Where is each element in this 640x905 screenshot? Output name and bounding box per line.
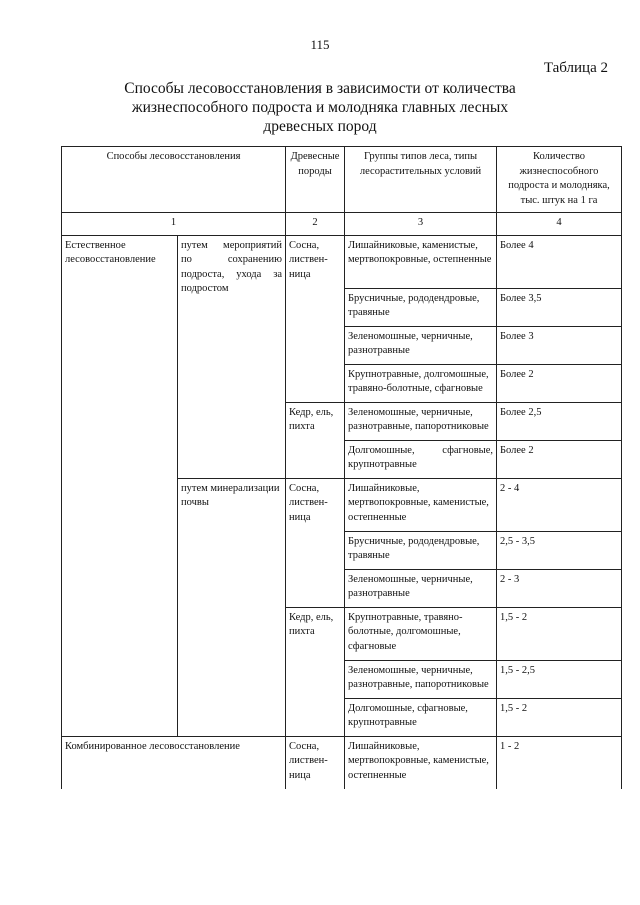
amount: Более 4 [497,235,622,288]
column-numbers-row [62,213,622,236]
amount: 2 - 3 [497,569,622,607]
forest-restoration-table [61,146,622,789]
forest-type: Крупнотравные, долгомошные, травяно-болотные, сфагновые [345,364,497,402]
forest-type: Брусничные, рододендровые, травяные [345,531,497,569]
forest-type: Зеленомошные, черничные, разнотравные, папоротниковые [345,660,497,698]
header-methods: Способы лесовосстановления [62,147,286,213]
forest-type: Крупнотравные, травяно-болотные, долгомошные, сфагновые [345,607,497,660]
amount: Более 2 [497,440,622,478]
method-natural: Естественное лесовосстановление [62,235,178,736]
forest-type: Долгомошные, сфагновые, крупнотравные [345,440,497,478]
table-row [62,736,622,789]
species-pine: Сосна, листвен-ница [286,235,345,402]
forest-type: Брусничные, рододендровые, травяные [345,288,497,326]
species-cedar: Кедр, ель, пихта [286,402,345,478]
submethod-mineral: путем минерализации почвы [178,478,286,736]
species-pine: Сосна, листвен-ница [286,478,345,607]
forest-type: Лишайниковые, мертвопокровные, каменистые, остепненные [345,736,497,789]
submethod-preserve: путем мероприятий по сохранению подроста, ухода за подростом [178,235,286,478]
amount: 1 - 2 [497,736,622,789]
table-title: Способы лесовосстановления в зависимости от количества жизнеспособного подроста и молодняка главных лесных древесных пород [124,80,516,135]
species-pine: Сосна, листвен-ница [286,736,345,789]
forest-type: Лишайниковые, каменистые, мертвопокровные, остепненные [345,235,497,288]
column-number: 2 [286,213,345,236]
header-forest-types: Группы типов леса, типы лесорастительных условий [345,147,497,213]
forest-type: Лишайниковые, мертвопокровные, каменистые, остепненные [345,478,497,531]
forest-type: Зеленомошные, черничные, разнотравные [345,569,497,607]
species-cedar: Кедр, ель, пихта [286,607,345,736]
method-combined: Комбинированное лесовосстановление [62,736,286,789]
amount: Более 2,5 [497,402,622,440]
header-row [62,147,622,213]
forest-type: Зеленомошные, черничные, разнотравные [345,326,497,364]
amount: 1,5 - 2,5 [497,660,622,698]
amount: Более 2 [497,364,622,402]
column-number: 4 [497,213,622,236]
amount: Более 3,5 [497,288,622,326]
page-number: 115 [310,37,330,52]
amount: 2,5 - 3,5 [497,531,622,569]
amount: 1,5 - 2 [497,698,622,736]
table-row [62,235,622,288]
forest-type: Зеленомошные, черничные, разнотравные, папоротниковые [345,402,497,440]
forest-type: Долгомошные, сфагновые, крупнотравные [345,698,497,736]
column-number: 3 [345,213,497,236]
header-species: Древесные породы [286,147,345,213]
header-amount: Количество жизнеспособного подроста и молодняка, тыс. штук на 1 га [497,147,622,213]
amount: 1,5 - 2 [497,607,622,660]
column-number: 1 [62,213,286,236]
table-label: Таблица 2 [543,60,608,76]
amount: Более 3 [497,326,622,364]
amount: 2 - 4 [497,478,622,531]
